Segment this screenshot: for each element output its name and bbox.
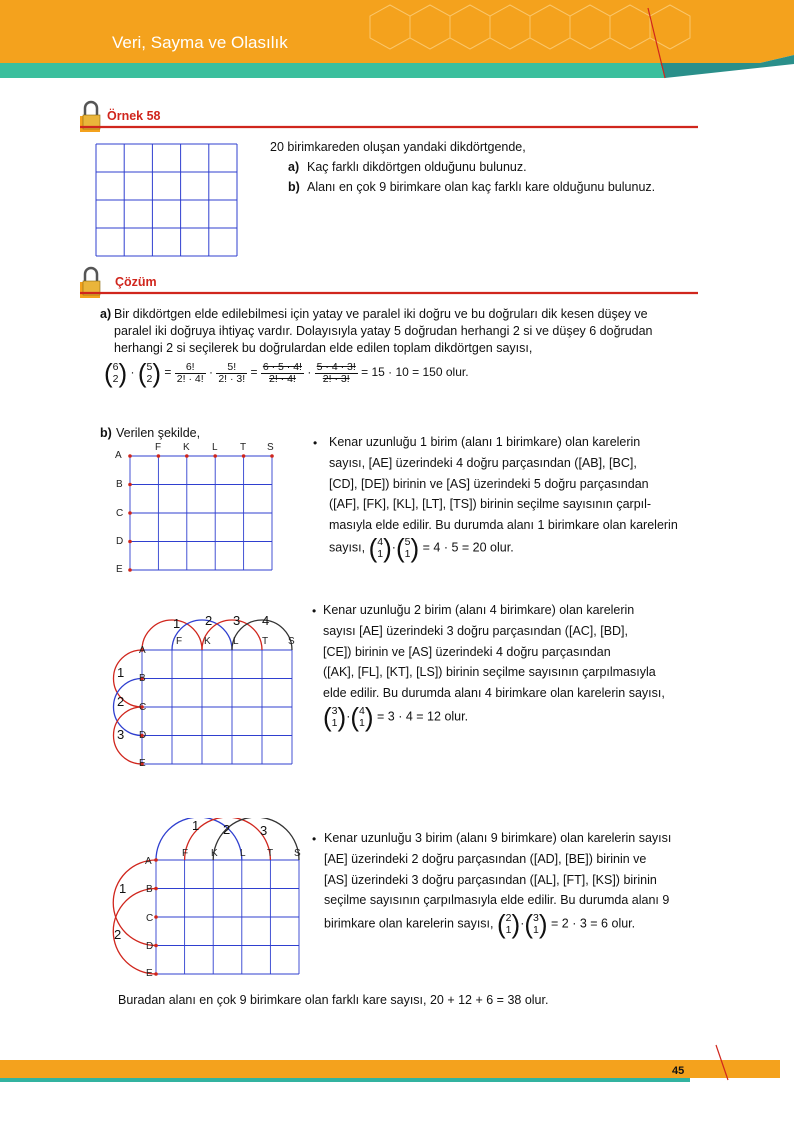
col-label-l: L — [212, 442, 218, 453]
grid-figure-3 — [112, 818, 312, 980]
col-label-k: K — [204, 636, 211, 647]
bullet-1-formula: sayısı, ( 4 1 )·( 5 1 ) = 4 · 5 = 20 olur. — [329, 533, 514, 563]
solution-b-marker: b) — [100, 426, 112, 440]
row-label-b: B — [116, 479, 123, 490]
solution-b-intro: Verilen şekilde, — [116, 426, 201, 440]
bullet-1-line4: ([AF], [FK], [KL], [LT], [TS]) birinin seçilme sayısının çarpıl- — [329, 497, 652, 511]
col-label-k: K — [211, 848, 218, 859]
bullet-2-formula: ( 3 1 )·( 4 1 ) = 3 · 4 = 12 olur. — [323, 702, 469, 732]
bullet-1-line5: masıyla elde edilir. Bu durumda alanı 1 birimkare olan karelerin — [329, 518, 678, 532]
row-label-c: C — [116, 508, 124, 519]
example-header-bar — [80, 96, 700, 136]
bullet-2-line5: elde edilir. Bu durumda alanı 4 birimkare olan karelerin sayısı, — [323, 686, 665, 700]
example-b-marker: b) — [288, 180, 300, 194]
col-label-t: T — [262, 636, 269, 647]
solution-a-formula: ( 6 2 ) · ( 5 2 ) = $\frac{6!}{2! \cdot 4!}$ · $\frac{5!}{2! \cdot 3!}$ = $\frac{6 \cdot 5 \cdot 4!}{2! \cdot 4!}$ · $\frac{5 \cdot 4 \cdot 3!}{2! \cdot 3!}$ = 15 · 10 = 150 olur. — [104, 358, 469, 388]
bullet-2-line4: ([AK], [FL], [KT], [LS]) birinin seçilme sayısının çarpılmasıyla — [323, 665, 656, 679]
left-count-1: 1 — [119, 881, 127, 896]
grid-figure-2 — [112, 608, 302, 773]
example-a-text: Kaç farklı dikdörtgen olduğunu bulunuz. — [307, 160, 527, 174]
row-label-e: E — [139, 758, 146, 769]
row-label-a: A — [145, 856, 152, 867]
solution-a-line3: herhangi 2 si seçilerek bu doğrulardan elde edilen toplam dikdörtgen sayısı, — [114, 341, 533, 355]
top-count-1: 1 — [173, 616, 181, 631]
left-count-1: 1 — [117, 665, 125, 680]
col-label-s: S — [294, 848, 301, 859]
bullet-3-marker: • — [312, 832, 317, 846]
row-label-d: D — [146, 941, 154, 952]
bullet-3-formula: birimkare olan karelerin sayısı, ( 2 1 )·( 3 1 ) = 2 · 3 = 6 olur. — [324, 909, 636, 939]
chapter-title: Veri, Sayma ve Olasılık — [112, 33, 288, 52]
col-label-s: S — [267, 442, 274, 453]
col-label-f: F — [182, 848, 189, 859]
bullet-3-line1: Kenar uzunluğu 3 birim (alanı 9 birimkare) olan karelerin sayısı — [324, 831, 672, 845]
bullet-2-line3: [CE]) birinin ve [AS] üzerindeki 4 doğru parçasından — [323, 645, 611, 659]
col-label-l: L — [240, 848, 246, 859]
solution-header-bar — [80, 262, 700, 302]
row-label-d: D — [139, 730, 147, 741]
example-grid — [95, 143, 240, 259]
left-count-2: 2 — [114, 927, 122, 942]
top-count-1: 1 — [192, 818, 200, 833]
left-count-3: 3 — [117, 727, 125, 742]
bullet-1-line3: [CD], [DE]) birinin ve [AS] üzerindeki 5 doğru parçasından — [329, 477, 649, 491]
col-label-f: F — [155, 442, 162, 453]
row-label-b: B — [139, 673, 146, 684]
top-count-4: 4 — [262, 613, 270, 628]
col-label-l: L — [233, 636, 239, 647]
left-count-2: 2 — [117, 694, 125, 709]
col-label-f: F — [176, 636, 183, 647]
solution-a-line1: Bir dikdörtgen elde edilebilmesi için yatay ve paralel iki doğru ve bu doğruları dik kesen düşey ve — [114, 307, 648, 321]
conclusion: Buradan alanı en çok 9 birimkare olan farklı kare sayısı, 20 + 12 + 6 = 38 olur. — [118, 993, 549, 1007]
row-label-a: A — [139, 645, 146, 656]
row-label-d: D — [116, 536, 124, 547]
bullet-1-marker: • — [313, 436, 318, 450]
bullet-2-marker: • — [312, 604, 317, 618]
top-count-3: 3 — [260, 823, 268, 838]
solution-label: Çözüm — [115, 275, 157, 289]
bullet-2-line1: Kenar uzunluğu 2 birim (alanı 4 birimkare) olan karelerin — [323, 603, 635, 617]
bullet-3-line4: seçilme sayısının çarpılmasıyla elde edilir. Bu durumda alanı 9 — [324, 893, 670, 907]
col-label-t: T — [267, 848, 274, 859]
top-count-2: 2 — [223, 822, 231, 837]
example-intro: 20 birimkareden oluşan yandaki dikdörtgende, — [270, 140, 526, 154]
bullet-3-line3: [AS] üzerindeki 3 doğru parçasından ([AL], [FT], [KS]) birinin — [324, 873, 657, 887]
top-count-2: 2 — [205, 613, 213, 628]
bullet-3-line2: [AE] üzerindeki 2 doğru parçasından ([AD], [BE]) birinin ve — [324, 852, 647, 866]
example-label: Örnek 58 — [107, 109, 161, 123]
footer-banner — [0, 1040, 794, 1085]
page-number: 45 — [672, 1065, 685, 1077]
row-label-e: E — [116, 564, 123, 575]
bullet-1-line2: sayısı, [AE] üzerindeki 4 doğru parçasından ([AB], [BC], — [329, 456, 637, 470]
grid-figure-1 — [112, 440, 292, 575]
row-label-c: C — [139, 702, 147, 713]
row-label-b: B — [146, 884, 153, 895]
col-label-k: K — [183, 442, 190, 453]
solution-a-line2: paralel iki doğruya ihtiyaç vardır. Dolayısıyla yatay 5 doğrudan herhangi 2 si ve düşey 6 doğrudan — [114, 324, 653, 338]
row-label-e: E — [146, 968, 153, 979]
top-count-3: 3 — [233, 613, 241, 628]
bullet-1-line1: Kenar uzunluğu 1 birim (alanı 1 birimkare) olan karelerin — [329, 435, 641, 449]
row-label-a: A — [115, 450, 122, 461]
row-label-c: C — [146, 913, 154, 924]
example-a-marker: a) — [288, 160, 300, 174]
col-label-s: S — [288, 636, 295, 647]
col-label-t: T — [240, 442, 247, 453]
example-b-text: Alanı en çok 9 birimkare olan kaç farklı kare olduğunu bulunuz. — [307, 180, 656, 194]
solution-a-marker: a) — [100, 307, 112, 321]
bullet-2-line2: sayısı [AE] üzerindeki 3 doğru parçasından ([AC], [BD], — [323, 624, 629, 638]
